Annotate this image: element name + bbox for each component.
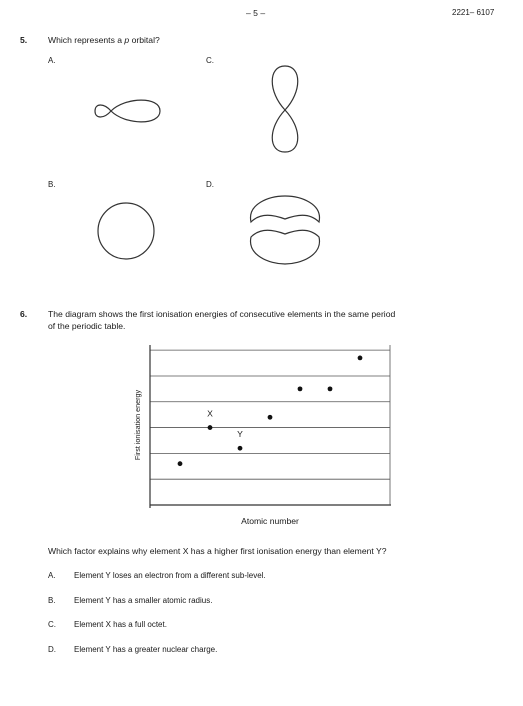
data-point: [178, 461, 183, 466]
orbital-a-large-lobe: [111, 100, 160, 122]
q5-question-text: Which represents a p orbital?: [48, 35, 160, 45]
q5-number: 5.: [20, 35, 28, 45]
orbital-b-circle: [98, 203, 154, 259]
q6-intro-line-1: The diagram shows the first ionisation energies of consecutive elements in the same period: [48, 309, 396, 319]
q6-option-c-letter: C.: [48, 620, 56, 629]
q6-option-c: [48, 620, 167, 629]
q5-option-d-letter: D.: [206, 180, 214, 189]
q6-option-a-letter: A.: [48, 571, 56, 580]
q6-question-text: Which factor explains why element X has a higher first ionisation energy than element Y?: [48, 546, 387, 556]
page-number: – 5 –: [246, 8, 266, 18]
orbital-d-bottom-half: [251, 230, 320, 264]
data-point: [208, 425, 213, 430]
orbital-c-outline: [272, 66, 298, 152]
q5-option-a-letter: A.: [48, 56, 56, 65]
x-axis-label: Atomic number: [241, 516, 299, 526]
data-point: [298, 386, 303, 391]
exam-code: 2221– 6107: [452, 8, 495, 17]
q6-option-b-letter: B.: [48, 596, 56, 605]
point-label-x: X: [207, 408, 213, 419]
q6-option-c-text: Element X has a full octet.: [74, 620, 167, 629]
q6-option-d-text: Element Y has a greater nuclear charge.: [74, 645, 218, 654]
orbital-d-top-half: [251, 196, 320, 222]
point-label-y: Y: [237, 429, 243, 440]
data-point: [328, 386, 333, 391]
q6-option-b-text: Element Y has a smaller atomic radius.: [74, 596, 213, 605]
q5-option-c-letter: C.: [206, 56, 214, 65]
orbital-a-small-lobe: [95, 105, 111, 117]
q6-option-b: [48, 596, 212, 605]
q6-option-d: [48, 645, 217, 654]
q6-option-a-text: Element Y loses an electron from a different sub-level.: [74, 571, 266, 580]
q5-option-b-letter: B.: [48, 180, 56, 189]
q6-option-d-letter: D.: [48, 645, 56, 654]
q6-intro-line-2: of the periodic table.: [48, 321, 126, 331]
data-point: [268, 415, 273, 420]
q6-option-a: [48, 571, 266, 580]
q6-number: 6.: [20, 309, 28, 319]
data-point: [238, 446, 243, 451]
data-point: [358, 356, 363, 361]
y-axis-label: First ionisation energy: [133, 389, 142, 461]
